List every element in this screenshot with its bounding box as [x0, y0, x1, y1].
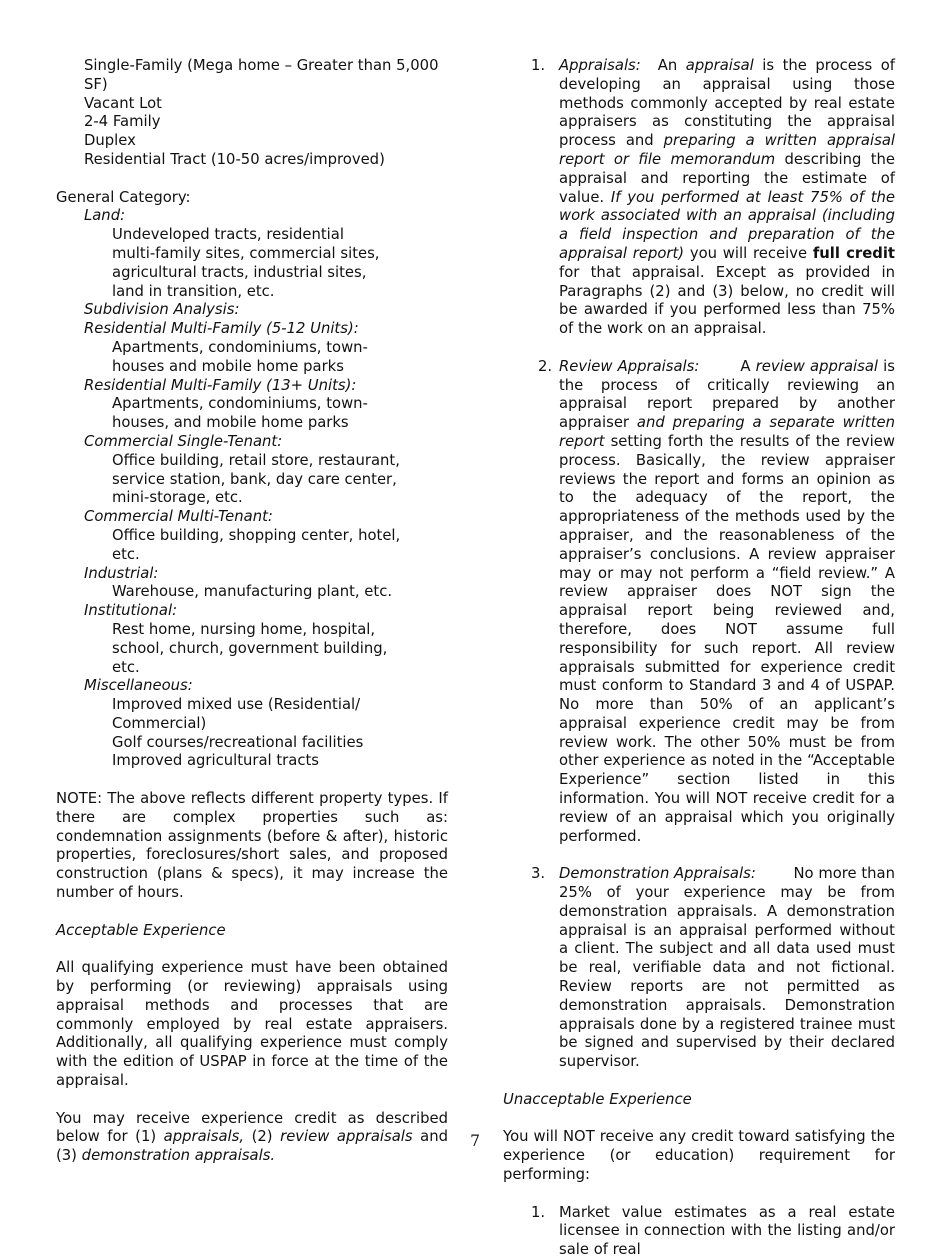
- category-name: Land:: [84, 207, 126, 225]
- item-text: you will receive: [684, 244, 813, 262]
- category-name: Residential Multi-Family (13+ Units):: [84, 376, 357, 394]
- item-text: for that appraisal. Except as provided in Paragraphs (2) and (3) below, no credit will be awarded if you performed less than 75% of the work on an appraisal.: [559, 263, 895, 338]
- category-line: houses and mobile home parks: [112, 357, 344, 375]
- credit-text: (2): [244, 1128, 281, 1146]
- category-line: Undeveloped tracts, residential: [112, 226, 344, 244]
- item-text: is the process of developing an appraisal using those methods commonly accepted by real estate appraisers as constituting the appraisal process and: [559, 57, 895, 150]
- category-line: houses, and mobile home parks: [112, 414, 349, 432]
- category-desc: [56, 452, 448, 508]
- category-line: etc.: [112, 658, 140, 676]
- acceptable-experience-heading: Acceptable Experience: [56, 921, 226, 939]
- category-desc: [56, 621, 448, 677]
- category-line: Office building, retail store, restaurant,: [112, 451, 400, 469]
- category-list: [56, 207, 448, 771]
- note-paragraph: NOTE: The above reflects different property types. If there are complex properties such as: condemnation assignments (before & after), historic properties, foreclosures/short sales, and proposed construction (plans & specs), it may increase the number of hours.: [56, 790, 448, 902]
- unacceptable-experience-paragraph: You will NOT receive any credit toward satisfying the experience (or education) requirement for performing:: [503, 1128, 895, 1184]
- category-line: Rest home, nursing home, hospital,: [112, 620, 376, 638]
- item-term: If you performed at least 75% of the work associated with an appraisal (including a field inspection and preparation of the appraisal report): [559, 188, 896, 262]
- category-line: Golf courses/recreational facilities: [112, 733, 364, 751]
- category-line: service station, bank, day care center,: [112, 470, 397, 488]
- list-item-review-appraisals: [503, 358, 895, 847]
- list-number: 1.: [531, 1203, 546, 1221]
- category-line: Commercial): [112, 714, 207, 732]
- property-type: Duplex: [84, 132, 136, 150]
- item-term: preparing a written appraisal report or file memorandum: [559, 132, 895, 168]
- list-item-appraisals: [503, 57, 895, 339]
- property-type: Single-Family (Mega home – Greater than 5,000 SF): [84, 57, 439, 93]
- list-number: 3.: [531, 865, 546, 883]
- item-text: Market value estimates as a real estate licensee in connection with the listing and/or sale of real: [559, 1203, 895, 1259]
- category-desc: [56, 226, 448, 301]
- item-text: A: [699, 357, 756, 375]
- category-name: Industrial:: [84, 564, 159, 582]
- category-name: Subdivision Analysis:: [84, 301, 240, 319]
- property-type: 2-4 Family: [84, 113, 161, 131]
- category-line: land in transition, etc.: [112, 282, 275, 300]
- category-line: Office building, shopping center, hotel,: [112, 526, 401, 544]
- category-desc: [56, 339, 448, 377]
- category-desc: [56, 696, 448, 771]
- item-term: review appraisal: [755, 357, 879, 375]
- credit-term: demonstration appraisals.: [81, 1147, 276, 1165]
- item-title: Review Appraisals:: [559, 357, 700, 375]
- credit-term: appraisals,: [163, 1128, 245, 1146]
- item-title: Appraisals:: [559, 57, 641, 74]
- item-text: is the process of critically reviewing an appraisal report prepared by another appraiser: [559, 357, 895, 432]
- category-name: Residential Multi-Family (5-12 Units):: [84, 320, 359, 338]
- credit-term: review appraisals: [280, 1128, 413, 1146]
- category-line: agricultural tracts, industrial sites,: [112, 263, 367, 281]
- property-type: Residential Tract (10-50 acres/improved): [84, 150, 385, 168]
- property-type-list: [56, 57, 448, 170]
- credit-text: and (3): [56, 1128, 448, 1165]
- category-desc: [56, 395, 448, 433]
- category-line: school, church, government building,: [112, 639, 388, 657]
- acceptable-experience-paragraph: All qualifying experience must have been obtained by performing (or reviewing) appraisals using appraisal methods and processes that are commonly employed by real estate appraisers. Additionally, all qualifying experience must comply with the edition of USPAP in force at the time of the appraisal.: [56, 959, 448, 1090]
- item-text: setting forth the results of the review process. Basically, the review appraiser reviews the report and forms an opinion as to the adequacy of the report, the appropriateness of the methods used by the appraiser, and the reasonableness of the appraiser’s conclusions. A review appraiser may or may not perform a “field review.” A review appraiser does NOT sign the appraisal report being reviewed and, therefore, does NOT assume full responsibility for such report. All review appraisals submitted for experience credit must conform to Standard 3 and 4 of USPAP. No more than 50% of an applicant’s appraisal experience credit may be from review work. The other 50% must be from other experience as noted in the “Acceptable Experience” section listed in this information. You will NOT receive credit for a review of an appraisal which you originally performed.: [559, 432, 895, 845]
- credit-text: You may receive experience credit as described below for (1): [56, 1109, 448, 1146]
- category-line: etc.: [112, 545, 140, 563]
- category-line: Apartments, condominiums, town-: [112, 338, 368, 356]
- category-line: Warehouse, manufacturing plant, etc.: [112, 583, 393, 601]
- list-number: 1.: [531, 57, 546, 74]
- item-text: An: [640, 57, 686, 74]
- category-line: multi-family sites, commercial sites,: [112, 244, 380, 262]
- category-name: Miscellaneous:: [84, 677, 193, 695]
- list-number: 2.: [538, 357, 553, 375]
- category-line: mini-storage, etc.: [112, 489, 243, 507]
- item-term: and preparing a separate written report: [559, 414, 896, 450]
- item-emphasis: full credit: [812, 244, 895, 262]
- category-line: Apartments, condominiums, town-: [112, 395, 368, 413]
- right-column: [503, 57, 900, 1260]
- general-category-heading: General Category:: [56, 188, 191, 206]
- page-number: 7: [470, 1132, 480, 1150]
- left-column: [56, 57, 448, 1166]
- category-name: Commercial Multi-Tenant:: [84, 508, 273, 526]
- category-name: Commercial Single-Tenant:: [84, 432, 283, 450]
- category-line: Improved mixed use (Residential/: [112, 696, 361, 714]
- list-item-demonstration-appraisals: [503, 865, 900, 1072]
- item-term: appraisal: [685, 57, 754, 74]
- property-type: Vacant Lot: [84, 94, 162, 112]
- category-desc: [56, 527, 448, 565]
- item-text: No more than 25% of your experience may be from demonstration appraisals. A demonstration appraisal is an appraisal performed without a client. The subject and all data used must be real, verifiable data and not fictional. Review reports are not permitted as demonstration appraisals. Demonstration appraisals done by a registered trainee must be signed and supervised by their declared supervisor.: [559, 865, 900, 1071]
- unacceptable-list-item: [503, 1204, 895, 1260]
- category-desc: [56, 583, 448, 602]
- item-text: describing the appraisal and reporting the estimate of value.: [559, 150, 895, 206]
- category-line: Improved agricultural tracts: [112, 752, 319, 770]
- item-title: Demonstration Appraisals:: [559, 865, 756, 883]
- unacceptable-experience-heading: Unacceptable Experience: [503, 1090, 692, 1108]
- category-name: Institutional:: [84, 602, 178, 620]
